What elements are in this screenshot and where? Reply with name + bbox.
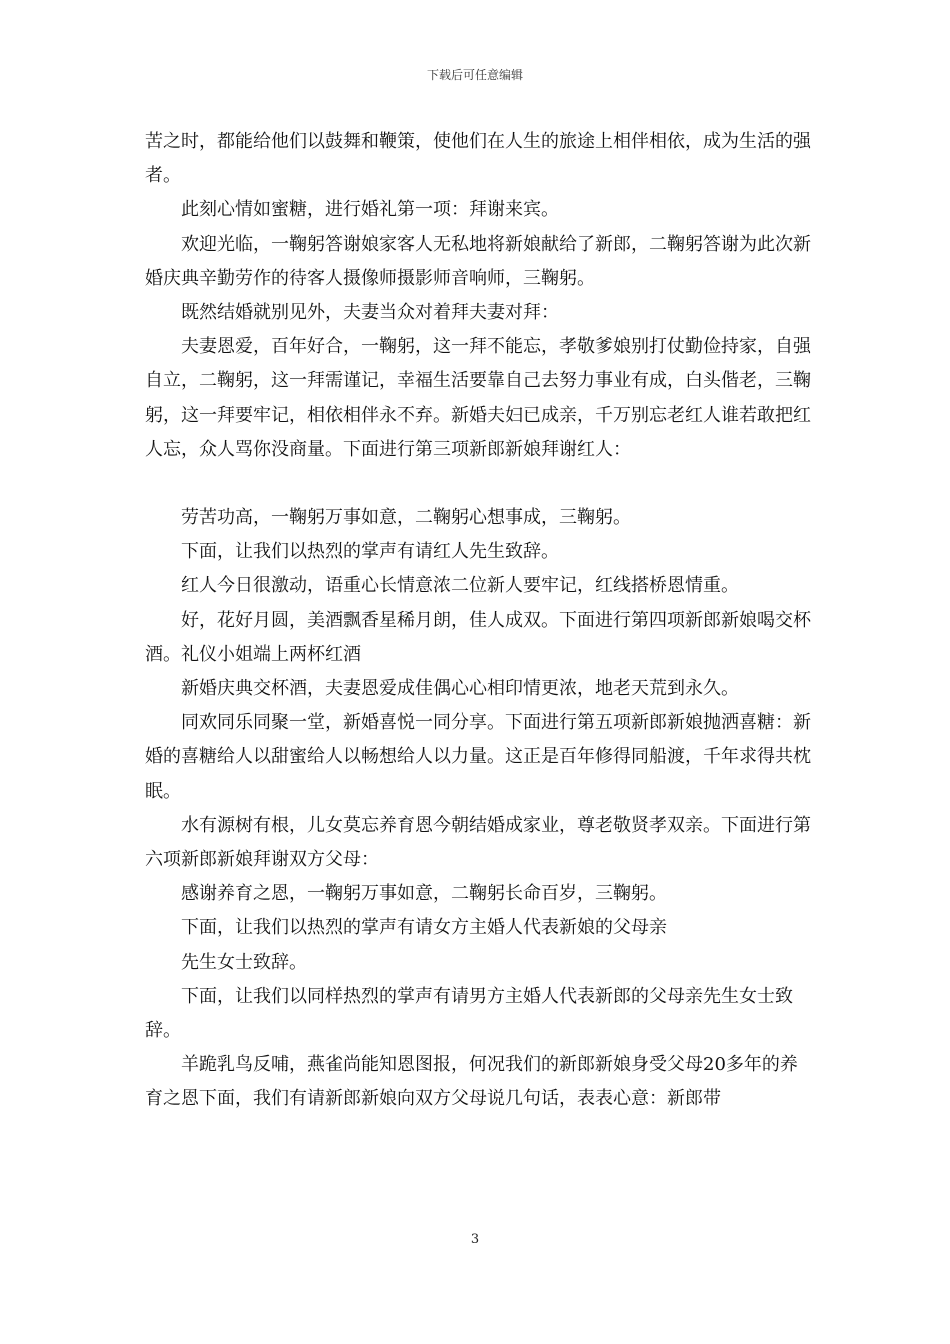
paragraph: 既然结婚就别见外，夫妻当众对着拜夫妻对拜： xyxy=(181,302,559,324)
paragraph: 夫妻恩爱，百年好合，一鞠躬，这一拜不能忘，孝敬爹娘别打仗勤俭持家，自强自立，二鞠躬，这一拜需谨记，幸福生活要靠自己去努力事业有成，白头偕老，三鞠躬，这一拜要牢记，相依相伴永不弃。新婚夫妇已成亲，千万别忘老红人谁若敢把红人忘，众人骂你没商量。下面进行第三项新郎新娘拜谢红人： xyxy=(145,336,811,460)
paragraph: 此刻心情如蜜糖，进行婚礼第一项：拜谢来宾。 xyxy=(181,199,559,221)
paragraph: 劳苦功高，一鞠躬万事如意，二鞠躬心想事成，三鞠躬。 xyxy=(181,507,631,529)
paragraph: 羊跪乳鸟反哺，燕雀尚能知恩图报，何况我们的新郎新娘身受父母20多年的养育之恩下面，我们有请新郎新娘向双方父母说几句话，表表心意：新郎带 xyxy=(145,1054,798,1110)
paragraph: 红人今日很激动，语重心长情意浓二位新人要牢记，红线搭桥恩情重。 xyxy=(181,575,739,597)
paragraph: 苦之时，都能给他们以鼓舞和鞭策，使他们在人生的旅途上相伴相依，成为生活的强者。 xyxy=(145,131,811,187)
paragraph: 感谢养育之恩，一鞠躬万事如意，二鞠躬长命百岁，三鞠躬。 xyxy=(181,883,667,905)
paragraph: 下面，让我们以同样热烈的掌声有请男方主婚人代表新郎的父母亲先生女士致辞。 xyxy=(145,985,793,1042)
blank-line xyxy=(145,467,815,501)
paragraph: 下面，让我们以热烈的掌声有请红人先生致辞。 xyxy=(181,541,559,563)
document-body xyxy=(145,125,815,1117)
paragraph: 新婚庆典交杯酒，夫妻恩爱成佳偶心心相印情更浓，地老天荒到永久。 xyxy=(181,678,739,700)
page-header: 下载后可任意编辑 xyxy=(426,68,523,82)
paragraph: 同欢同乐同聚一堂，新婚喜悦一同分享。下面进行第五项新郎新娘抛洒喜糖：新婚的喜糖给人以甜蜜给人以畅想给人以力量。这正是百年修得同船渡，千年求得共枕眠。 xyxy=(145,712,811,802)
page-number: 3 xyxy=(470,1232,480,1247)
paragraph: 欢迎光临，一鞠躬答谢娘家客人无私地将新娘献给了新郎，二鞠躬答谢为此次新婚庆典辛勤劳作的待客人摄像师摄影师音响师，三鞠躬。 xyxy=(145,233,811,289)
paragraph: 下面，让我们以热烈的掌声有请女方主婚人代表新娘的父母亲 xyxy=(181,917,667,939)
paragraph: 水有源树有根，儿女莫忘养育恩今朝结婚成家业，尊老敬贤孝双亲。下面进行第六项新郎新娘拜谢双方父母： xyxy=(145,814,811,871)
paragraph: 先生女士致辞。 xyxy=(181,951,307,973)
paragraph: 好，花好月圆，美酒飘香星稀月朗，佳人成双。下面进行第四项新郎新娘喝交杯酒。礼仪小姐端上两杯红酒 xyxy=(145,609,811,665)
